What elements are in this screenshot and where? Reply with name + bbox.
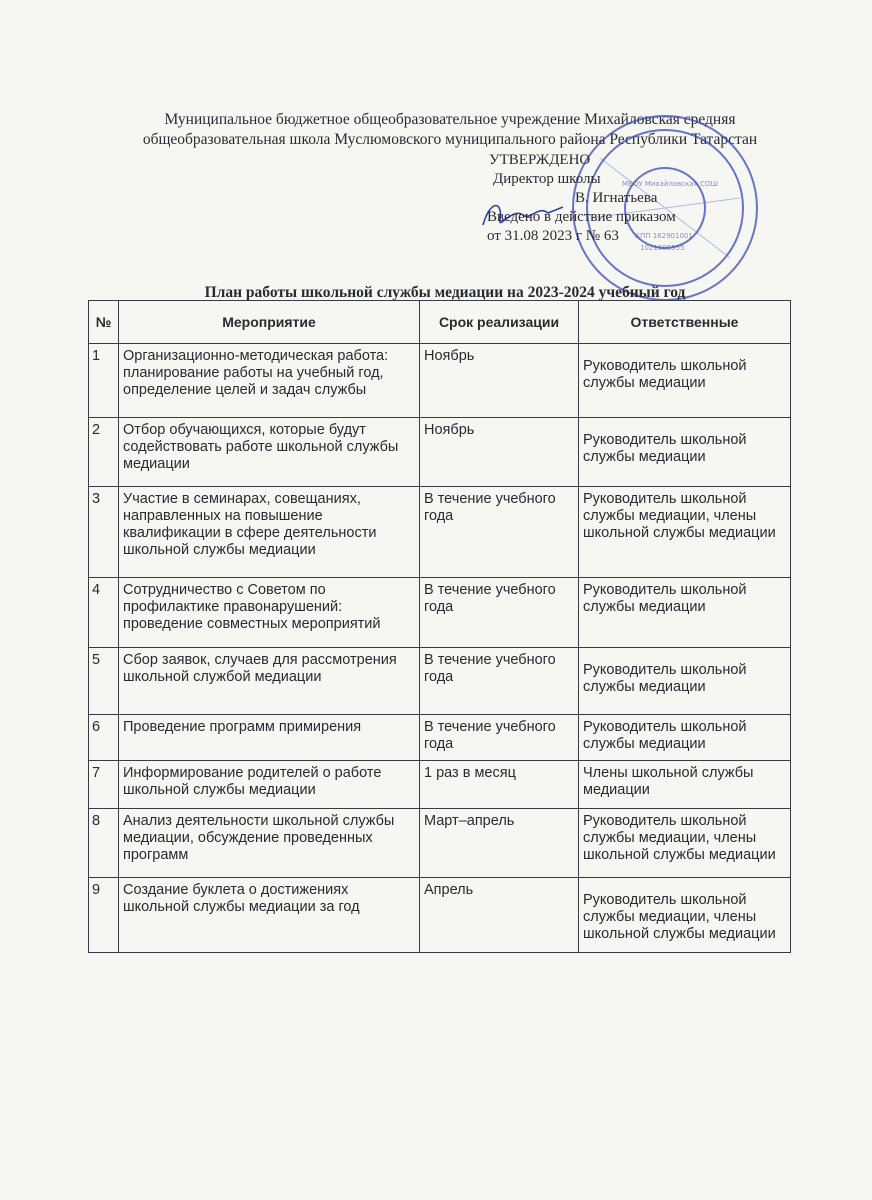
row-number: 3 (89, 487, 119, 578)
table-header-row (89, 301, 791, 344)
document-title: План работы школьной службы медиации на 2023-2024 учебный год (204, 284, 686, 301)
org-line-1: Муниципальное бюджетное общеобразовательное учреждение Михайловская средняя (164, 111, 736, 128)
org-line-2: общеобразовательная школа Муслюмовского муниципального района Республики Татарстан (142, 131, 758, 148)
row-responsible: Члены школьной службы медиации (583, 765, 754, 798)
row-term: 1 раз в месяц (420, 761, 579, 809)
row-term: Ноябрь (420, 344, 579, 418)
header-event: Мероприятие (119, 301, 420, 344)
row-responsible: Руководитель школьной службы медиации (583, 432, 747, 465)
row-number: 7 (89, 761, 119, 809)
row-number: 2 (89, 418, 119, 487)
row-event: Анализ деятельности школьной службы медиации, обсуждение проведенных программ (119, 809, 420, 878)
header-number: № (89, 301, 119, 344)
table-row (89, 578, 791, 648)
table-row (89, 487, 791, 578)
row-event: Сбор заявок, случаев для рассмотрения школьной службой медиации (119, 648, 420, 715)
row-number: 4 (89, 578, 119, 648)
stamp-kpp: КПП 162901001 (635, 232, 693, 240)
table-row (89, 878, 791, 953)
row-number: 8 (89, 809, 119, 878)
row-term: Март–апрель (420, 809, 579, 878)
order-date: от 31.08 2023 г № 63 (487, 228, 619, 244)
director-position: Директор школы (493, 171, 601, 187)
row-responsible: Руководитель школьной службы медиации (583, 358, 747, 391)
row-event: Проведение программ примирения (119, 715, 420, 761)
stamp-ogrn: 1021605555 (640, 244, 685, 252)
approved-label: УТВЕРЖДЕНО (489, 152, 591, 168)
row-number: 1 (89, 344, 119, 418)
table-row (89, 648, 791, 715)
row-number: 5 (89, 648, 119, 715)
row-number: 6 (89, 715, 119, 761)
header-term: Срок реализации (420, 301, 579, 344)
row-responsible: Руководитель школьной службы медиации (583, 582, 747, 615)
row-responsible: Руководитель школьной службы медиации (583, 719, 747, 752)
row-responsible: Руководитель школьной службы медиации (583, 662, 747, 695)
row-responsible: Руководитель школьной службы медиации, члены школьной службы медиации (583, 491, 776, 541)
table-row (89, 809, 791, 878)
director-name: В. Игнатьева (575, 190, 658, 206)
approval-block (487, 151, 747, 246)
table-row (89, 344, 791, 418)
row-term: В течение учебного года (420, 578, 579, 648)
table-row (89, 715, 791, 761)
header-responsible: Ответственные (579, 301, 791, 344)
stamp-name: МБОУ Михайловская СОШ (622, 180, 718, 188)
row-term: В течение учебного года (420, 487, 579, 578)
row-event: Создание буклета о достижениях школьной службы медиации за год (119, 878, 420, 953)
row-event: Отбор обучающихся, которые будут содействовать работе школьной службы медиации (119, 418, 420, 487)
row-term: Апрель (420, 878, 579, 953)
row-event: Сотрудничество с Советом по профилактике правонарушений: проведение совместных мероприятий (119, 578, 420, 648)
row-responsible: Руководитель школьной службы медиации, члены школьной службы медиации (583, 892, 776, 942)
row-term: В течение учебного года (420, 648, 579, 715)
row-event: Участие в семинарах, совещаниях, направленных на повышение квалификации в сфере деятельности школьной службы медиации (119, 487, 420, 578)
row-term: Ноябрь (420, 418, 579, 487)
plan-table (88, 300, 791, 953)
row-responsible: Руководитель школьной службы медиации, члены школьной службы медиации (583, 813, 776, 863)
order-text: Введено в действие приказом (487, 209, 676, 225)
row-event: Организационно-методическая работа: планирование работы на учебный год, определение целей и задач службы (119, 344, 420, 418)
table-row (89, 761, 791, 809)
row-number: 9 (89, 878, 119, 953)
row-term: В течение учебного года (420, 715, 579, 761)
table-row (89, 418, 791, 487)
row-event: Информирование родителей о работе школьной службы медиации (119, 761, 420, 809)
